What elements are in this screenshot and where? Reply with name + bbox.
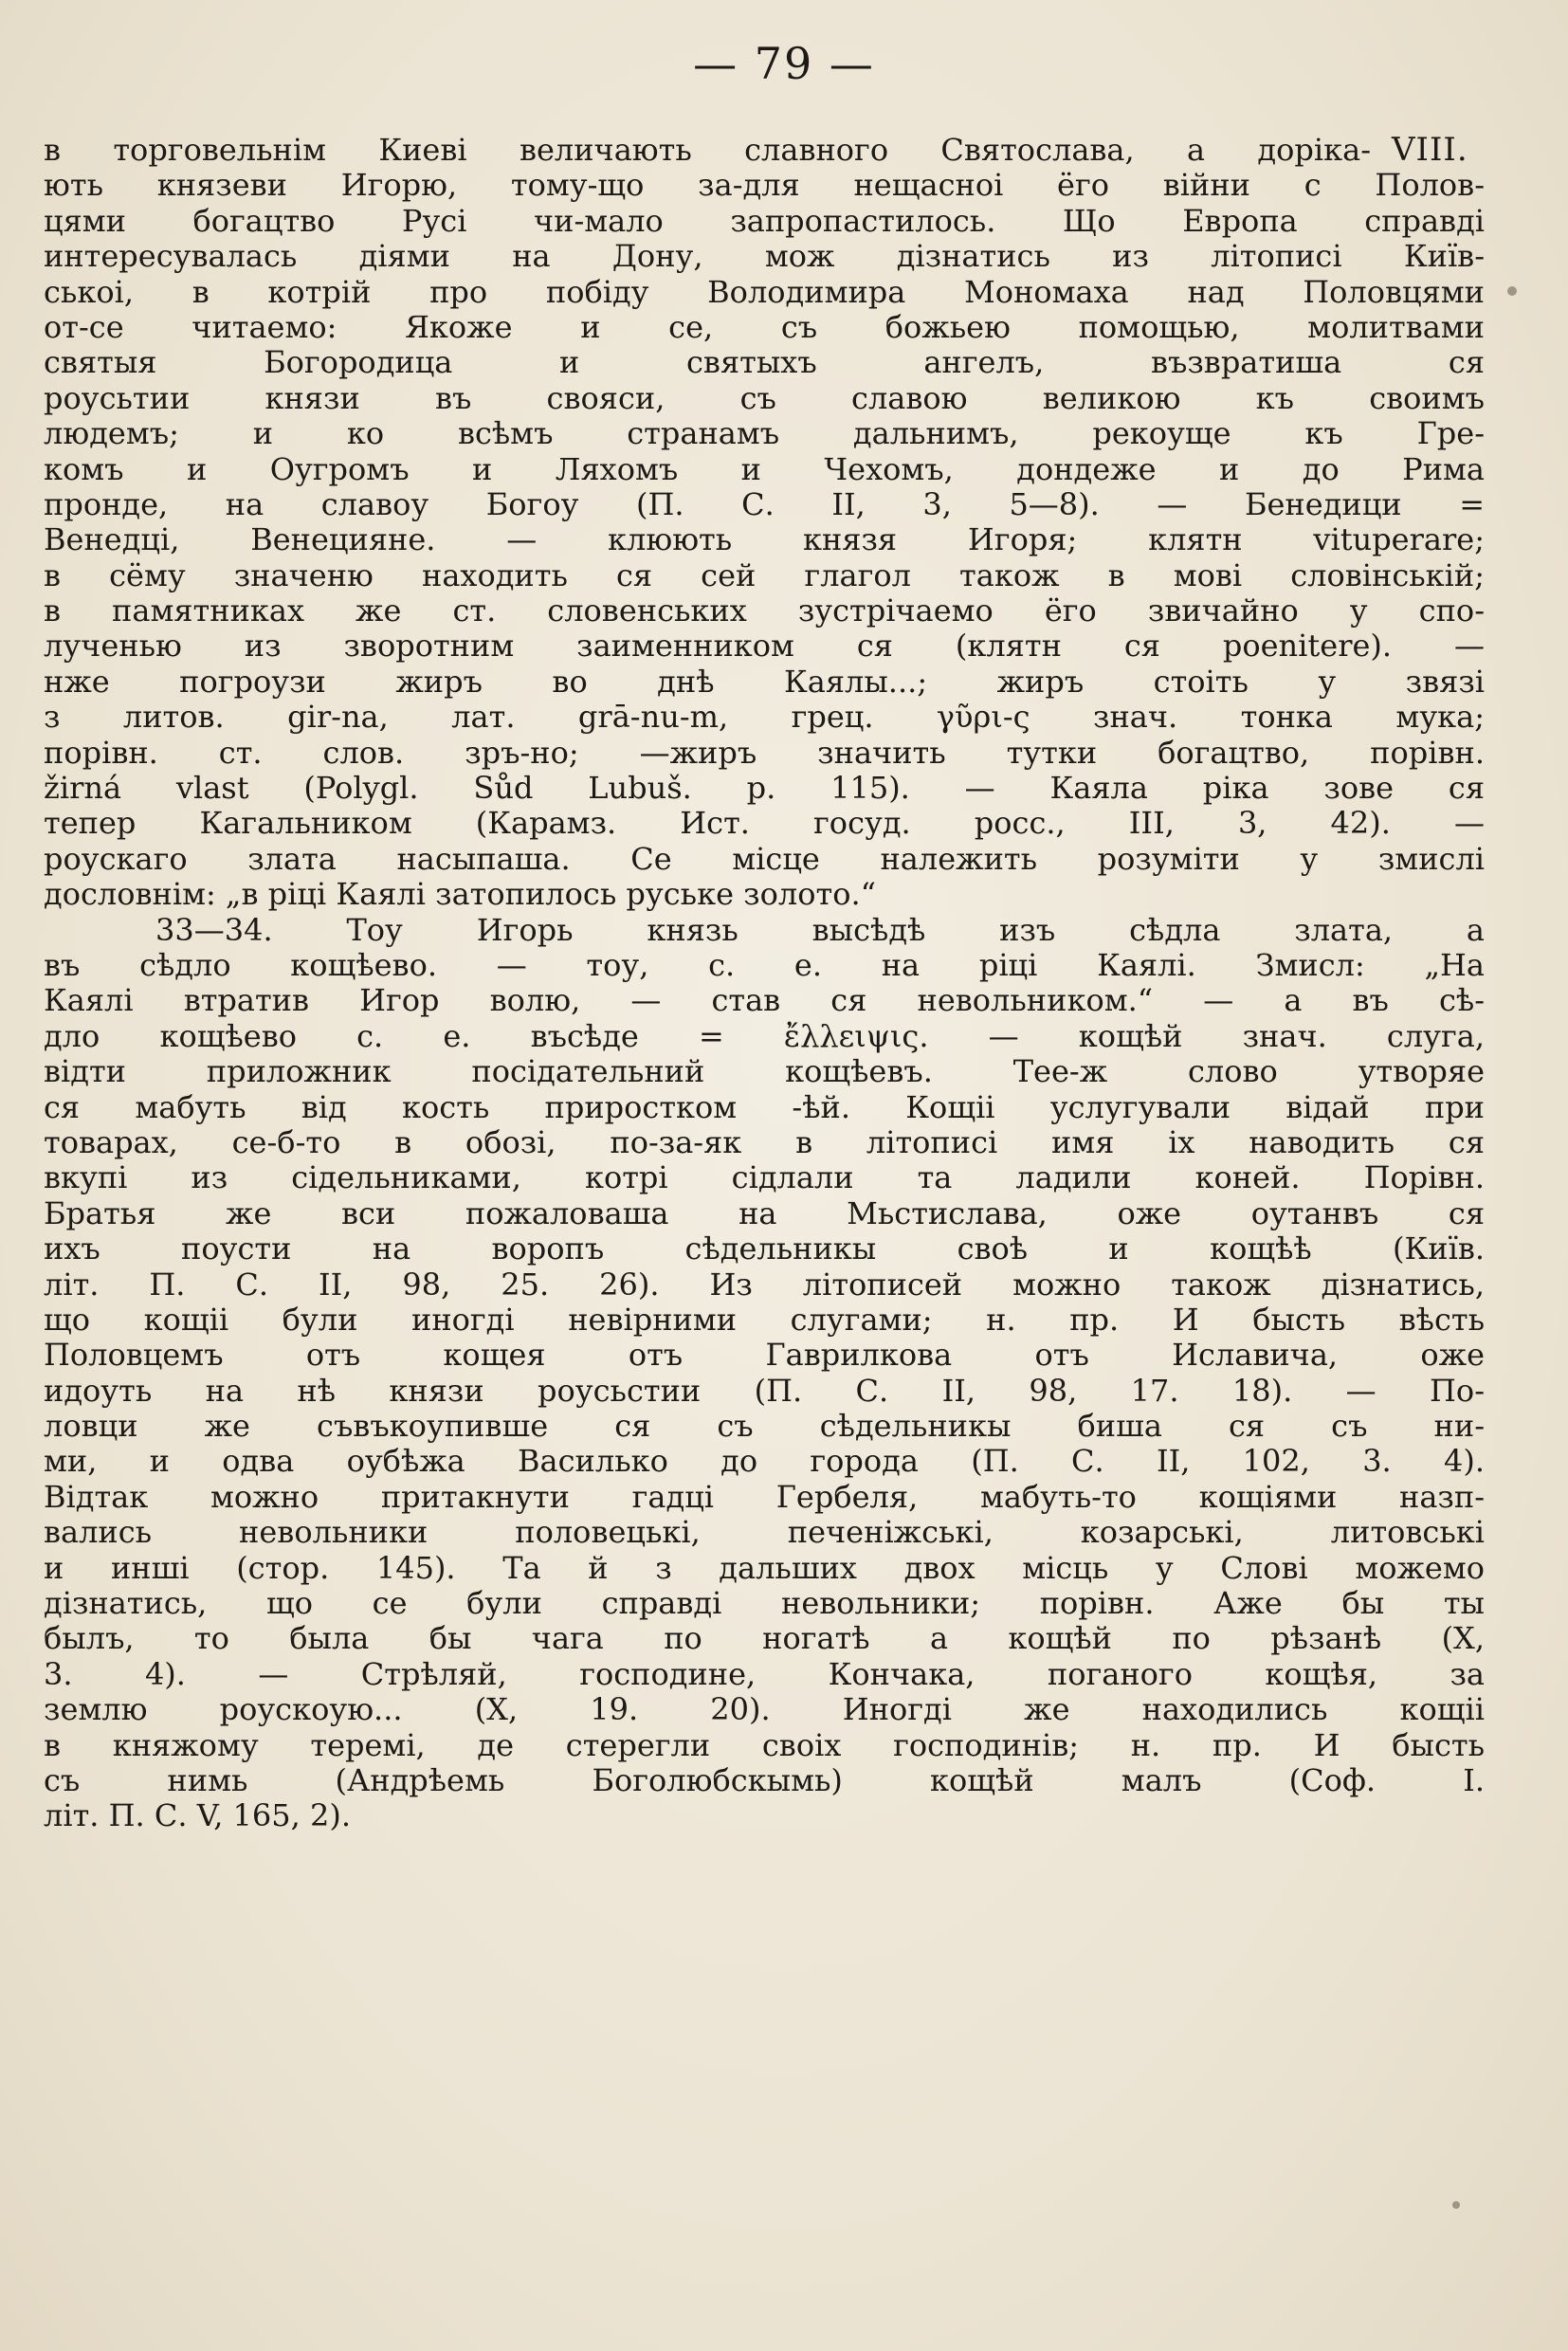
paper-speck xyxy=(1452,2201,1460,2209)
text-line: в княжому теремі, де стерегли своіх господинів; н. пр. И бысть xyxy=(44,1726,1485,1763)
text-line: вались невольники половецькі, печеніжські, козарські, литовські xyxy=(44,1514,1485,1551)
text-line: роусьтии князи въ свояси, съ славою великою къ своимъ xyxy=(44,379,1485,416)
text-line: літ. П. С. II, 98, 25. 26). Из літописей можно також дізнатись, xyxy=(44,1266,1485,1303)
body-text xyxy=(44,133,1485,1834)
text-line: товарах, се-б-то в обозі, по-за-як в літописі имя іх наводить ся xyxy=(44,1123,1485,1160)
chapter-marker: VIII. xyxy=(1392,131,1468,169)
text-line: 33—34. Тоу Игорь князь высѣдѣ изъ сѣдла злата, а xyxy=(155,911,1485,948)
text-line: Каялі втратив Игор волю, — став ся невольником.“ — а въ сѣ- xyxy=(44,982,1485,1019)
text-line: відти приложник посідательний кощѣевъ. Тее-ж слово утворяе xyxy=(44,1053,1485,1090)
text-line: ють князеви Игорю, тому-що за-для нещасноі ёго війни с Полов- xyxy=(44,167,1485,204)
text-line: Венедці, Венецияне. — клюють князя Игоря; клятн vituperare; xyxy=(44,521,1485,558)
text-line: в сёму значеню находить ся сей глагол також в мові словінській; xyxy=(44,556,1485,593)
text-line: вкупі из сідельниками, котрі сідлали та ладили коней. Порівн. xyxy=(44,1159,1485,1196)
text-line: лученью из зворотним заименником ся (клятн ся poenitere). — xyxy=(44,628,1485,665)
text-line: в памятниках же ст. словенських зустрічаемо ёго звичайно у спо- xyxy=(44,592,1485,629)
text-line: Відтак можно притакнути гадці Гербеля, мабуть-то кощіями назп- xyxy=(44,1478,1485,1515)
text-line: Братья же вси пожаловаша на Мьстислава, оже оутанвъ ся xyxy=(44,1194,1485,1231)
text-line: ихъ поусти на воропъ сѣдельникы своѣ и кощѣѣ (Київ. xyxy=(44,1230,1485,1267)
text-line: Половцемъ отъ кощея отъ Гаврилкова отъ Иславича, оже xyxy=(44,1337,1485,1374)
text-line: з литов. gir-na, лат. grā-nu-m, грец. γῦρι-ς знач. тонка мука; xyxy=(44,699,1485,736)
text-line: святыя Богородица и святыхъ ангелъ, възвратиша ся xyxy=(44,344,1485,381)
text-line: дословнім: „в ріці Каялі затопилось руське золото.“ xyxy=(44,876,876,913)
text-line: нже погроузи жиръ во днѣ Каялы...; жиръ стоіть у звязі xyxy=(44,663,1485,700)
text-line: дізнатись, що се були справді невольники; порівн. Аже бы ты xyxy=(44,1585,1485,1622)
text-line: в торговельнім Киеві величають славного Святослава, а доріка- xyxy=(44,132,1371,168)
text-line: съ нимь (Андрѣемь Боголюбскымь) кощѣй малъ (Соф. I. xyxy=(44,1761,1485,1798)
page-number: — 79 — xyxy=(693,38,875,89)
text-line: тепер Кагальником (Карамз. Ист. госуд. росс., III, 3, 42). — xyxy=(44,805,1485,842)
text-line: 3. 4). — Стрѣляй, господине, Кончака, поганого кощѣя, за xyxy=(44,1655,1485,1692)
text-line: порівн. ст. слов. зръ-но; —жиръ значить тутки богацтво, порівн. xyxy=(44,734,1485,771)
text-line: роускаго злата насыпаша. Се місце належить розуміти у змислі xyxy=(44,840,1485,877)
text-line: пронде, на славоу Богоу (П. С. II, 3, 5—8). — Бенедици = xyxy=(44,485,1485,522)
text-line: идоуть на нѣ князи роусьстии (П. С. II, 98, 17. 18). — По- xyxy=(44,1372,1485,1409)
text-line: от-се читаемо: Якоже и се, съ божьею помощью, молитвами xyxy=(44,308,1485,345)
text-line: літ. П. С. V, 165, 2). xyxy=(44,1797,351,1834)
text-line: людемъ; и ко всѣмъ странамъ дальнимъ, рекоуще къ Гре- xyxy=(44,415,1485,452)
text-line: žirná vlast (Polygl. Sůd Lubuš. p. 115). — Каяла ріка зове ся xyxy=(44,770,1485,807)
text-line: цями богацтво Русі чи-мало запропастилось. Що Европа справді xyxy=(44,202,1485,239)
text-line: що кощіі були иногді невірними слугами; н. пр. И бысть вѣсть xyxy=(44,1301,1485,1338)
text-line: дло кощѣево с. е. въсѣде = ἔλλειψις. — кощѣй знач. слуга, xyxy=(44,1017,1485,1054)
text-line: землю роускоую... (X, 19. 20). Иногді же находились кощіі xyxy=(44,1691,1485,1728)
paper-speck xyxy=(1507,286,1517,296)
text-line: ловци же съвъкоупивше ся съ сѣдельникы биша ся съ ни- xyxy=(44,1408,1485,1445)
text-line: былъ, то была бы чага по ногатѣ а кощѣй по рѣзанѣ (X, xyxy=(44,1620,1485,1657)
text-line: въ сѣдло кощѣево. — тоу, с. е. на ріці Каялі. Змисл: „На xyxy=(44,946,1485,983)
text-line: ми, и одва оубѣжа Василько до города (П. С. II, 102, 3. 4). xyxy=(44,1443,1485,1480)
text-line: ся мабуть від кость приростком -ѣй. Кощіі услугували відай при xyxy=(44,1088,1485,1125)
text-line: и инші (стор. 145). Та й з дальших двох місць у Слові можемо xyxy=(44,1549,1485,1586)
text-line: интересувалась діями на Дону, мож дізнатись из літописі Київ- xyxy=(44,238,1485,275)
text-line: комъ и Оугромъ и Ляхомъ и Чехомъ, дондеже и до Рима xyxy=(44,450,1485,487)
text-line: ськоі, в котрій про побіду Володимира Мономаха над Половцями xyxy=(44,273,1485,310)
